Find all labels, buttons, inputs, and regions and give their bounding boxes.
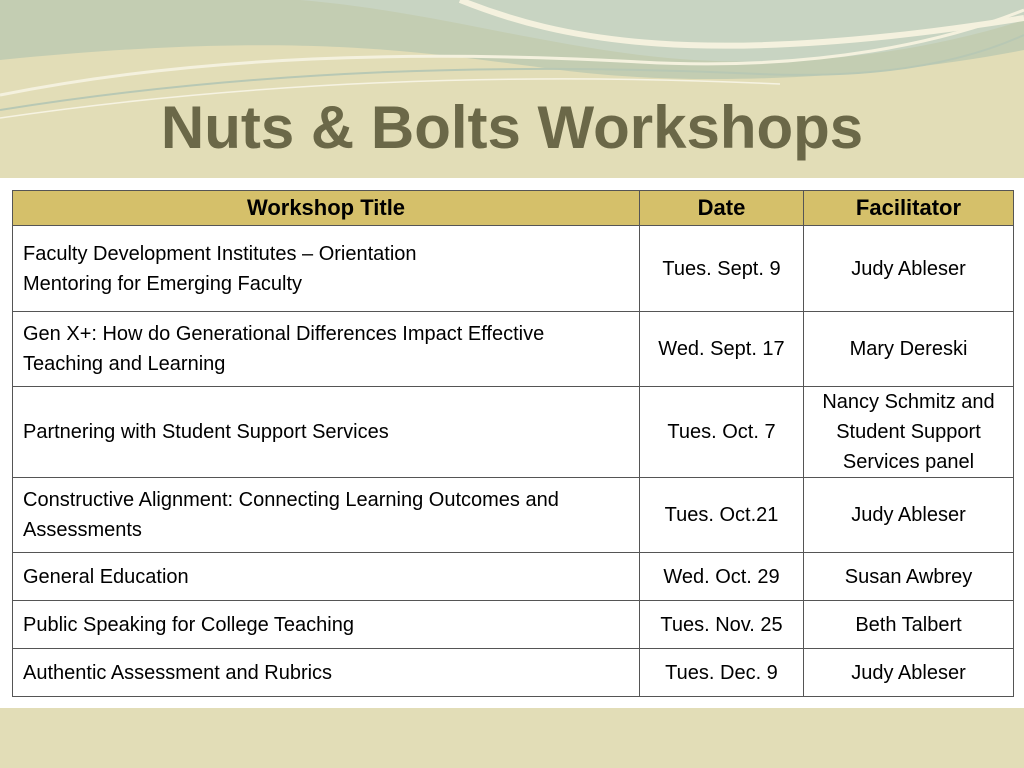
facilitator-cell [804, 226, 1014, 312]
title-line: Mentoring for Emerging Faculty [23, 272, 303, 295]
facilitator-line: Judy Ableser [851, 661, 966, 684]
facilitator-line: Mary Dereski [849, 338, 968, 360]
workshop-title-cell [13, 478, 640, 553]
facilitator-line: Judy Ableser [851, 257, 966, 280]
table-row [13, 312, 1014, 387]
facilitator-cell [804, 312, 1014, 387]
facilitator-line: Nancy Schmitz and [822, 391, 995, 413]
date-cell: Wed. Oct. 29 [640, 553, 804, 601]
slide-title: Nuts & Bolts Workshops [160, 94, 864, 161]
facilitator-cell [804, 601, 1014, 649]
facilitator-line: Beth Talbert [855, 613, 962, 636]
title-line: General Education [23, 565, 189, 588]
table-row [13, 649, 1014, 697]
header-date: Date [640, 191, 804, 226]
date-cell: Tues. Oct.21 [640, 478, 804, 553]
header-facilitator: Facilitator [804, 191, 1014, 226]
facilitator-cell [804, 478, 1014, 553]
title-line: Constructive Alignment: Connecting Learning Outcomes and [23, 489, 559, 511]
workshops-table [12, 190, 1014, 697]
title-line: Public Speaking for College Teaching [23, 613, 354, 636]
table-row [13, 553, 1014, 601]
facilitator-cell [804, 553, 1014, 601]
facilitator-line: Judy Ableser [851, 504, 966, 526]
title-line: Partnering with Student Support Services [23, 421, 389, 443]
header-workshop-title: Workshop Title [13, 191, 640, 226]
date-cell: Tues. Nov. 25 [640, 601, 804, 649]
table-row [13, 226, 1014, 312]
table-row [13, 478, 1014, 553]
title-line: Authentic Assessment and Rubrics [23, 661, 333, 684]
workshop-title-cell [13, 553, 640, 601]
facilitator-cell [804, 649, 1014, 697]
workshop-title-cell [13, 601, 640, 649]
workshop-title-cell [13, 226, 640, 312]
table-header-row [13, 191, 1014, 226]
date-cell: Wed. Sept. 17 [640, 312, 804, 387]
date-cell: Tues. Oct. 7 [640, 387, 804, 478]
facilitator-line: Services panel [842, 451, 975, 473]
facilitator-line: Student Support [836, 421, 981, 443]
facilitator-cell [804, 387, 1014, 478]
title-line: Assessments [23, 519, 142, 541]
workshop-title-cell [13, 387, 640, 478]
workshop-title-cell [13, 649, 640, 697]
facilitator-line: Susan Awbrey [844, 565, 973, 588]
title-line: Teaching and Learning [23, 353, 226, 375]
date-cell: Tues. Sept. 9 [640, 226, 804, 312]
date-cell: Tues. Dec. 9 [640, 649, 804, 697]
table-row [13, 601, 1014, 649]
table-row [13, 387, 1014, 478]
title-line: Faculty Development Institutes – Orientation [23, 242, 417, 265]
title-line: Gen X+: How do Generational Differences Impact Effective [23, 323, 545, 345]
workshop-title-cell [13, 312, 640, 387]
